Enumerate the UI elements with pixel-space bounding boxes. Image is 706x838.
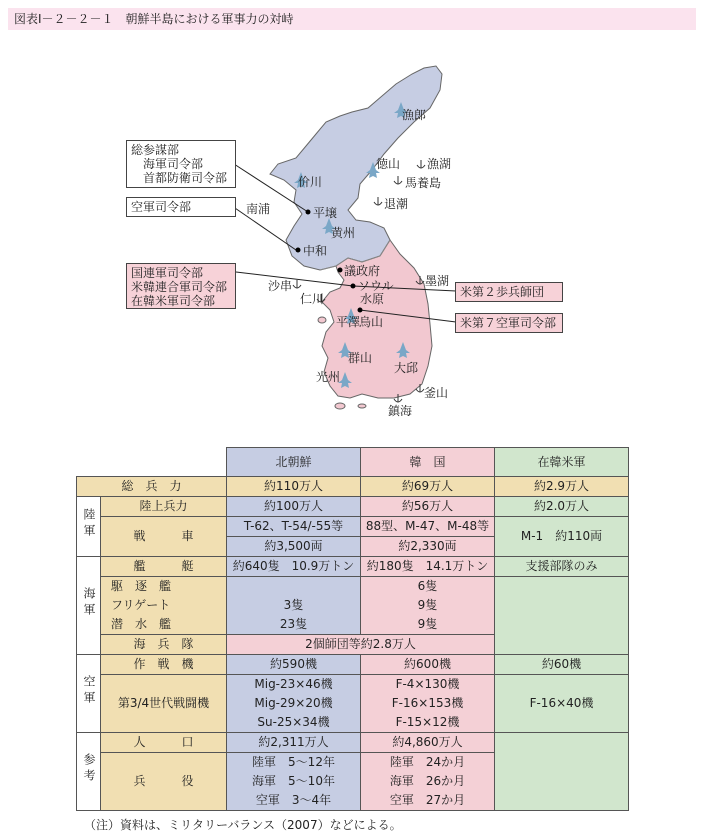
category-air <box>77 655 101 733</box>
population-south: 約4,860万人 <box>361 733 495 753</box>
combat-usfk: 約60機 <box>495 655 629 675</box>
city-label-heijo: 平壌 <box>313 206 338 220</box>
row-label-destroyer: 駆 逐 艦 <box>101 577 227 597</box>
city-label-giseifu: 議政府 <box>344 264 381 278</box>
junghwa-dot <box>296 248 301 253</box>
vessels-south: 約180隻 14.1万トン <box>361 557 495 577</box>
city-label-nanpo: 南浦 <box>246 202 271 216</box>
population-north: 約2,311万人 <box>227 733 361 753</box>
category-reference <box>77 733 101 811</box>
source-note: （注）資料は、ミリタリーバランス（2007）などによる。 <box>84 818 402 832</box>
row-label-combat: 作 戦 機 <box>101 655 227 675</box>
row-label-fighters: 第3/4世代戦闘機 <box>101 675 227 733</box>
city-label-seoul: ソウル <box>358 279 394 293</box>
tank-south-count: 約2,330両 <box>361 537 495 557</box>
callout-line: 国連軍司令部 <box>131 266 204 280</box>
total-north: 約110万人 <box>227 477 361 497</box>
figure-title: 図表Ⅰ－２－２－１ 朝鮮半島における軍事力の対峙 <box>8 8 696 30</box>
ground-usfk: 約2.0万人 <box>495 497 629 517</box>
row-label-population: 人 口 <box>101 733 227 753</box>
navy-usfk-empty <box>495 577 629 655</box>
reference-usfk-empty <box>495 733 629 811</box>
header-usfk: 在韓米軍 <box>495 448 629 477</box>
fighters-north: Mig-29×20機 <box>227 694 361 713</box>
city-label-heitaku: 平澤 <box>336 315 361 329</box>
total-usfk: 約2.9万人 <box>495 477 629 497</box>
fighters-south: F-16×153機 <box>361 694 495 713</box>
total-south: 約69万人 <box>361 477 495 497</box>
category-label: 空軍 <box>82 674 96 707</box>
tank-north-count: 約3,500両 <box>227 537 361 557</box>
city-label-chuwa: 中和 <box>303 244 328 258</box>
city-label-tokuzan: 徳山 <box>376 157 401 171</box>
row-label-ground: 陸上兵力 <box>101 497 227 517</box>
city-label-bokoko: 墨湖 <box>425 274 450 288</box>
city-label-gyorou: 漁郎 <box>402 108 427 122</box>
city-label-mayoto: 馬養島 <box>405 176 442 190</box>
fighters-north: Su-25×34機 <box>227 713 361 733</box>
callout-general-staff <box>126 140 236 188</box>
callout-un-command <box>126 263 236 309</box>
city-label-kosyu: 黄州 <box>331 226 356 240</box>
seoul-dot <box>351 284 356 289</box>
combat-south: 約600機 <box>361 655 495 675</box>
row-label-total: 総 兵 力 <box>77 477 227 497</box>
frigate-north: 3隻 <box>283 598 304 612</box>
spacer <box>227 577 360 596</box>
city-label-jinsen: 仁川 <box>300 292 325 306</box>
ground-north: 約100万人 <box>227 497 361 517</box>
row-label-submarine: 潜 水 艦 <box>101 615 227 635</box>
city-label-taikyu: 大邱 <box>394 361 419 375</box>
osan-dot <box>358 308 363 313</box>
military-comparison-table <box>76 447 629 811</box>
callout-us-7th-air: 米第７空軍司令部 <box>455 313 563 333</box>
north-korea-region <box>270 66 442 270</box>
combat-north: 約590機 <box>227 655 361 675</box>
fighters-usfk: F-16×40機 <box>495 675 629 733</box>
category-army <box>77 497 101 557</box>
destroyer-south: 6隻 <box>361 577 495 597</box>
city-label-kaisen: 价川 <box>298 175 323 189</box>
row-label-tank: 戦 車 <box>101 517 227 557</box>
row-label-service: 兵 役 <box>101 753 227 811</box>
city-label-gyoko: 漁湖 <box>427 157 452 171</box>
header-north: 北朝鮮 <box>227 448 361 477</box>
tank-south: 88型、M-47、M-48等 <box>361 517 495 537</box>
row-label-vessels: 艦 艇 <box>101 557 227 577</box>
city-label-gunzan: 群山 <box>348 351 373 365</box>
service-north: 陸軍 5～12年 <box>227 753 361 773</box>
service-north: 空軍 3～4年 <box>227 791 361 811</box>
vessels-north: 約640隻 10.9万トン <box>227 557 361 577</box>
fighters-south: F-4×130機 <box>361 675 495 695</box>
city-label-fuzan: 釜山 <box>424 386 449 400</box>
service-south: 空軍 27か月 <box>361 791 495 811</box>
service-south: 海軍 26か月 <box>361 772 495 791</box>
callout-line: 在韓米軍司令部 <box>131 294 216 308</box>
submarine-north: 23隻 <box>279 617 308 631</box>
marines-south: 2個師団等約2.8万人 <box>227 635 495 655</box>
ground-south: 約56万人 <box>361 497 495 517</box>
frigate-south: 9隻 <box>361 596 495 615</box>
city-label-chinkai: 鎮海 <box>388 404 413 418</box>
navy-north-cell <box>227 577 361 635</box>
callout-line: 首都防衛司令部 <box>131 171 228 185</box>
category-label: 海軍 <box>82 586 96 619</box>
header-south: 韓 国 <box>361 448 495 477</box>
callout-us-2nd-division: 米第２歩兵師団 <box>455 282 563 302</box>
city-label-suigen: 水原 <box>360 292 385 306</box>
vessels-usfk: 支援部隊のみ <box>495 557 629 577</box>
service-south: 陸軍 24か月 <box>361 753 495 773</box>
callout-line: 海軍司令部 <box>131 157 204 171</box>
tank-north: T-62、T-54/-55等 <box>227 517 361 537</box>
callout-line: 米韓連合軍司令部 <box>131 280 228 294</box>
pyongyang-dot <box>306 210 311 215</box>
category-navy <box>77 557 101 655</box>
callout-line: 総参謀部 <box>131 143 180 157</box>
uijeongbu-dot <box>338 268 343 273</box>
row-label-frigate: フリゲート <box>101 596 227 615</box>
category-label: 陸軍 <box>82 507 96 540</box>
submarine-south: 9隻 <box>361 615 495 635</box>
city-label-taiko: 退潮 <box>384 197 409 211</box>
city-label-uzan: 烏山 <box>359 315 384 329</box>
city-label-koshu: 光州 <box>316 370 341 384</box>
tank-usfk: M-1 約110両 <box>495 517 629 557</box>
row-label-marines: 海 兵 隊 <box>101 635 227 655</box>
city-label-sakai: 沙串 <box>268 279 293 293</box>
fighters-south: F-15×12機 <box>361 713 495 733</box>
service-north: 海軍 5～10年 <box>227 772 361 791</box>
callout-air-command: 空軍司令部 <box>126 197 236 217</box>
fighters-north: Mig-23×46機 <box>227 675 361 695</box>
category-label: 参考 <box>82 752 96 785</box>
